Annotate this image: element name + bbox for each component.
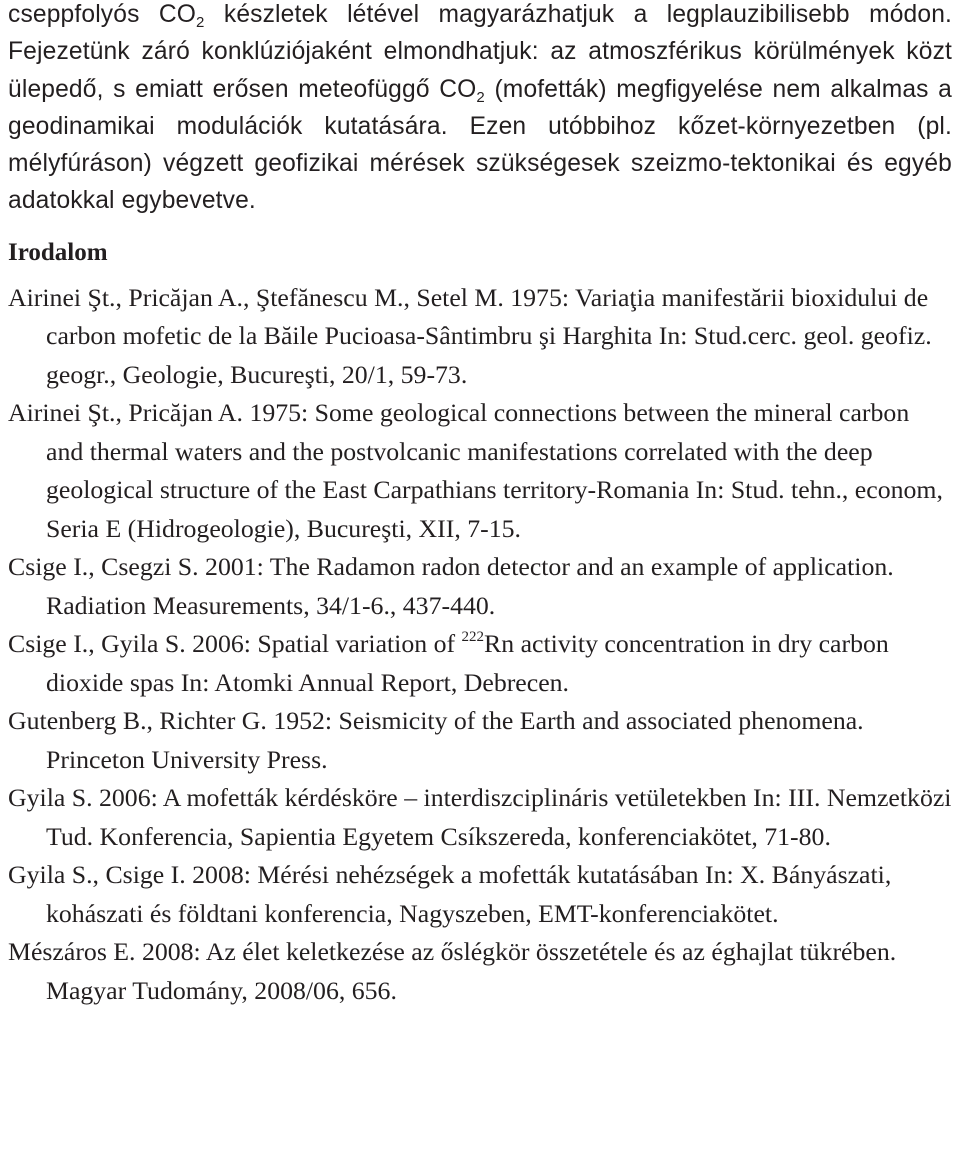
reference-item bbox=[8, 625, 952, 702]
reference-text-before: Csige I., Gyila S. 2006: Spatial variation of bbox=[8, 629, 462, 659]
reference-item: Csige I., Csegzi S. 2001: The Radamon radon detector and an example of application. Radiation Measurements, 34/1-6., 437-440. bbox=[8, 552, 894, 620]
reference-item: Airinei Şt., Pricăjan A. 1975: Some geological connections between the mineral carbon and thermal waters and the postvolcanic manifestations correlated with the deep geological structure of the East Carpathians territory-Romania In: Stud. tehn., econom, Seria E (Hidrogeologie), Bucureşti, XII, 7-15. bbox=[8, 398, 943, 543]
reference-list bbox=[8, 279, 952, 1011]
co2-subscript-2: 2 bbox=[476, 88, 485, 106]
reference-item: Gyila S., Csige I. 2008: Mérési nehézségek a mofetták kutatásában In: X. Bányászati, kohászati és földtani konferencia, Nagyszeben, EMT-konferenciakötet. bbox=[8, 860, 892, 928]
reference-item: Gutenberg B., Richter G. 1952: Seismicity of the Earth and associated phenomena. Princeton University Press. bbox=[8, 706, 864, 774]
intro-text-3: (mofetták) megfigyelése nem alkalmas a geodinamikai modulációk kutatására. Ezen utóbbihoz kőzet-környezetben (pl. mélyfúráson) végzett geofizikai mérések szükségesek szeizmo-tektonikai és egyéb adatokkal egybevetve. bbox=[8, 75, 953, 215]
intro-text-2: készletek létével magyarázhatjuk a legplauzibilisebb módon. Fejezetünk záró konklúziójaként elmondhatjuk: az atmoszférikus körülmények közt ülepedő, s emiatt erősen meteofüggő CO bbox=[8, 1, 952, 103]
references-heading: Irodalom bbox=[8, 238, 108, 266]
intro-text-1: cseppfolyós CO bbox=[8, 1, 197, 28]
reference-item: Airinei Şt., Pricăjan A., Ştefănescu M., Setel M. 1975: Variaţia manifestării bioxidului de carbon mofetic de la Băile Pucioasa-Sântimbru şi Harghita In: Stud.cerc. geol. geofiz. geogr., Geologie, Bucureşti, 20/1, 59-73. bbox=[8, 282, 932, 389]
co2-subscript-1: 2 bbox=[196, 14, 205, 31]
intro-paragraph bbox=[8, 0, 952, 220]
reference-item: Mészáros E. 2008: Az élet keletkezése az őslégkör összetétele és az éghajlat tükrében. Magyar Tudomány, 2008/06, 656. bbox=[8, 937, 897, 1005]
isotope-mass-superscript: 222 bbox=[461, 629, 485, 646]
reference-text-after: Rn activity concentration in dry carbon dioxide spas In: Atomki Annual Report, Debrecen. bbox=[46, 629, 889, 697]
reference-item: Gyila S. 2006: A mofetták kérdésköre – interdiszciplináris vetületekben In: III. Nemzetközi Tud. Konferencia, Sapientia Egyetem Csíkszereda, konferenciakötet, 71-80. bbox=[8, 783, 952, 851]
